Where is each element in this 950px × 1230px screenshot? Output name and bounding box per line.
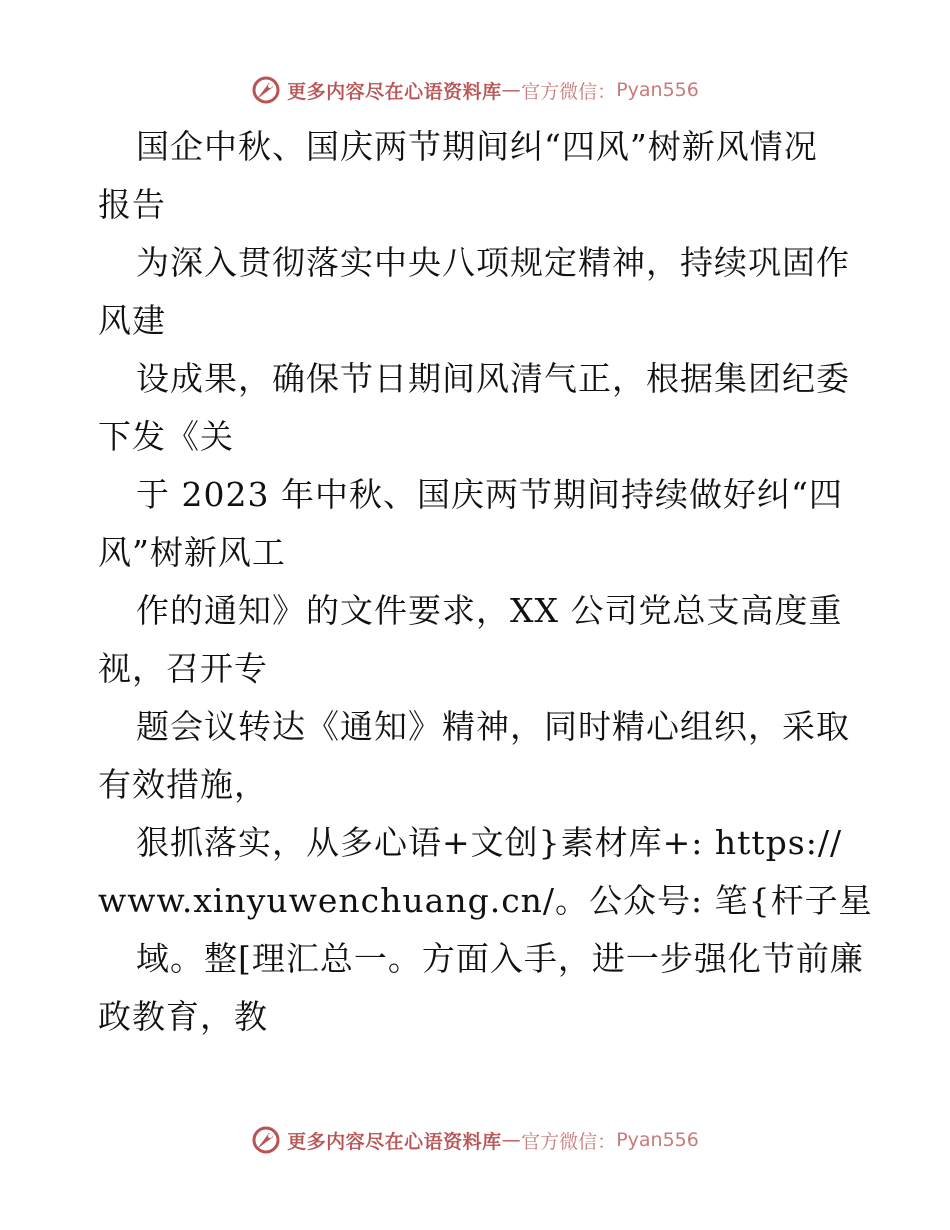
title-line-2: 报告 — [98, 185, 166, 224]
paragraph-line: www.xinyuwenchuang.cn/。公众号: 笔{杆子星 — [98, 881, 873, 920]
watermark-text: 更多内容尽在心语资料库 — [287, 1130, 502, 1153]
paragraph-line: 作的通知》的文件要求，XX 公司党总支高度重 — [136, 591, 843, 630]
paragraph-line: 为深入贯彻落实中央八项规定精神，持续巩固作 — [136, 243, 850, 282]
pen-nib-logo-icon — [251, 1125, 281, 1155]
header-watermark-banner — [0, 70, 950, 110]
wechat-id: Pyan556 — [616, 79, 699, 101]
paragraph-line: 域。整[理汇总一。方面入手，进一步强化节前廉 — [136, 939, 864, 978]
paragraph-line: 设成果，确保节日期间风清气正，根据集团纪委 — [136, 359, 850, 398]
paragraph-line: 风建 — [98, 301, 166, 340]
paragraph-line: 视，召开专 — [98, 649, 268, 688]
paragraph-line: 有效措施， — [98, 765, 268, 804]
footer-watermark-banner — [0, 1120, 950, 1160]
paragraph-line: 狠抓落实，从多心语+文创}素材库+: https:// — [136, 823, 843, 862]
watermark-dash: — — [501, 1129, 522, 1151]
wechat-label: 官方微信： — [521, 1130, 617, 1153]
watermark-dash: — — [501, 79, 522, 101]
paragraph-line: 政教育，教 — [98, 997, 268, 1036]
document-body — [98, 118, 873, 1046]
watermark-text: 更多内容尽在心语资料库 — [287, 80, 502, 103]
paragraph-line: 下发《关 — [98, 417, 234, 456]
title-line-1: 国企中秋、国庆两节期间纠“四风”树新风情况 — [136, 127, 818, 166]
pen-nib-logo-icon — [251, 75, 281, 105]
paragraph-line: 于 2023 年中秋、国庆两节期间持续做好纠“四 — [136, 475, 843, 514]
wechat-id: Pyan556 — [616, 1129, 699, 1151]
wechat-label: 官方微信： — [521, 80, 617, 103]
paragraph-line: 题会议转达《通知》精神，同时精心组织，采取 — [136, 707, 850, 746]
paragraph-line: 风”树新风工 — [98, 533, 286, 572]
